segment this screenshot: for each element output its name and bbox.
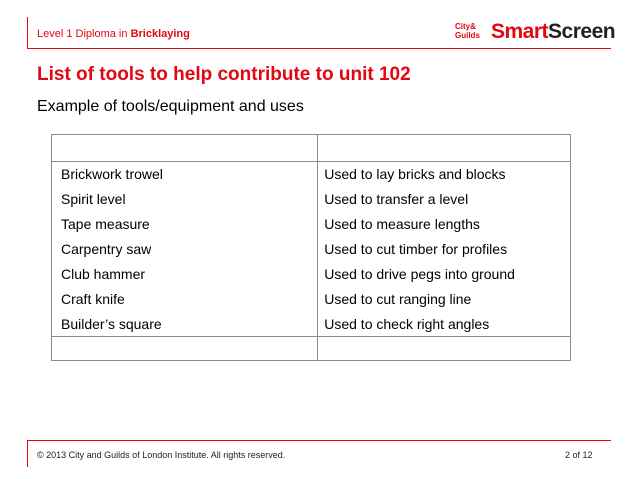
slide-title: List of tools to help contribute to unit 102 [37,64,411,85]
tool-cell: Builder’s square [52,312,318,337]
table-header-cell [52,135,318,162]
tool-cell: Carpentry saw [52,237,318,262]
use-cell: Used to transfer a level [318,187,571,212]
header-left-rule [27,17,28,49]
page-number: 2 of 12 [565,450,593,460]
tool-cell: Club hammer [52,262,318,287]
table-header-row [52,135,571,162]
use-cell: Used to cut ranging line [318,287,571,312]
use-cell: Used to measure lengths [318,212,571,237]
slide-subtitle: Example of tools/equipment and uses [37,98,304,115]
tool-cell: Brickwork trowel [52,162,318,187]
tool-cell: Spirit level [52,187,318,212]
city-guilds-badge: City& Guilds [455,22,480,40]
use-cell: Used to drive pegs into ground [318,262,571,287]
table-row [52,262,571,287]
tool-cell: Tape measure [52,212,318,237]
use-cell: Used to lay bricks and blocks [318,162,571,187]
header-divider [27,48,611,49]
empty-cell [52,337,318,361]
footer-left-rule [27,440,28,467]
table-header-cell [318,135,571,162]
tools-table [51,134,571,361]
copyright-notice: © 2013 City and Guilds of London Institute. All rights reserved. [37,450,286,460]
table-empty-row [52,337,571,361]
table-row [52,237,571,262]
tool-cell: Craft knife [52,287,318,312]
use-cell: Used to cut timber for profiles [318,237,571,262]
table-row [52,212,571,237]
use-cell: Used to check right angles [318,312,571,337]
table-row [52,287,571,312]
course-label: Level 1 Diploma in Bricklaying [37,28,190,40]
table-row [52,187,571,212]
table-row [52,312,571,337]
footer-divider [27,440,611,441]
smartscreen-wordmark: SmartScreen [491,20,616,43]
empty-cell [318,337,571,361]
table-row [52,162,571,187]
